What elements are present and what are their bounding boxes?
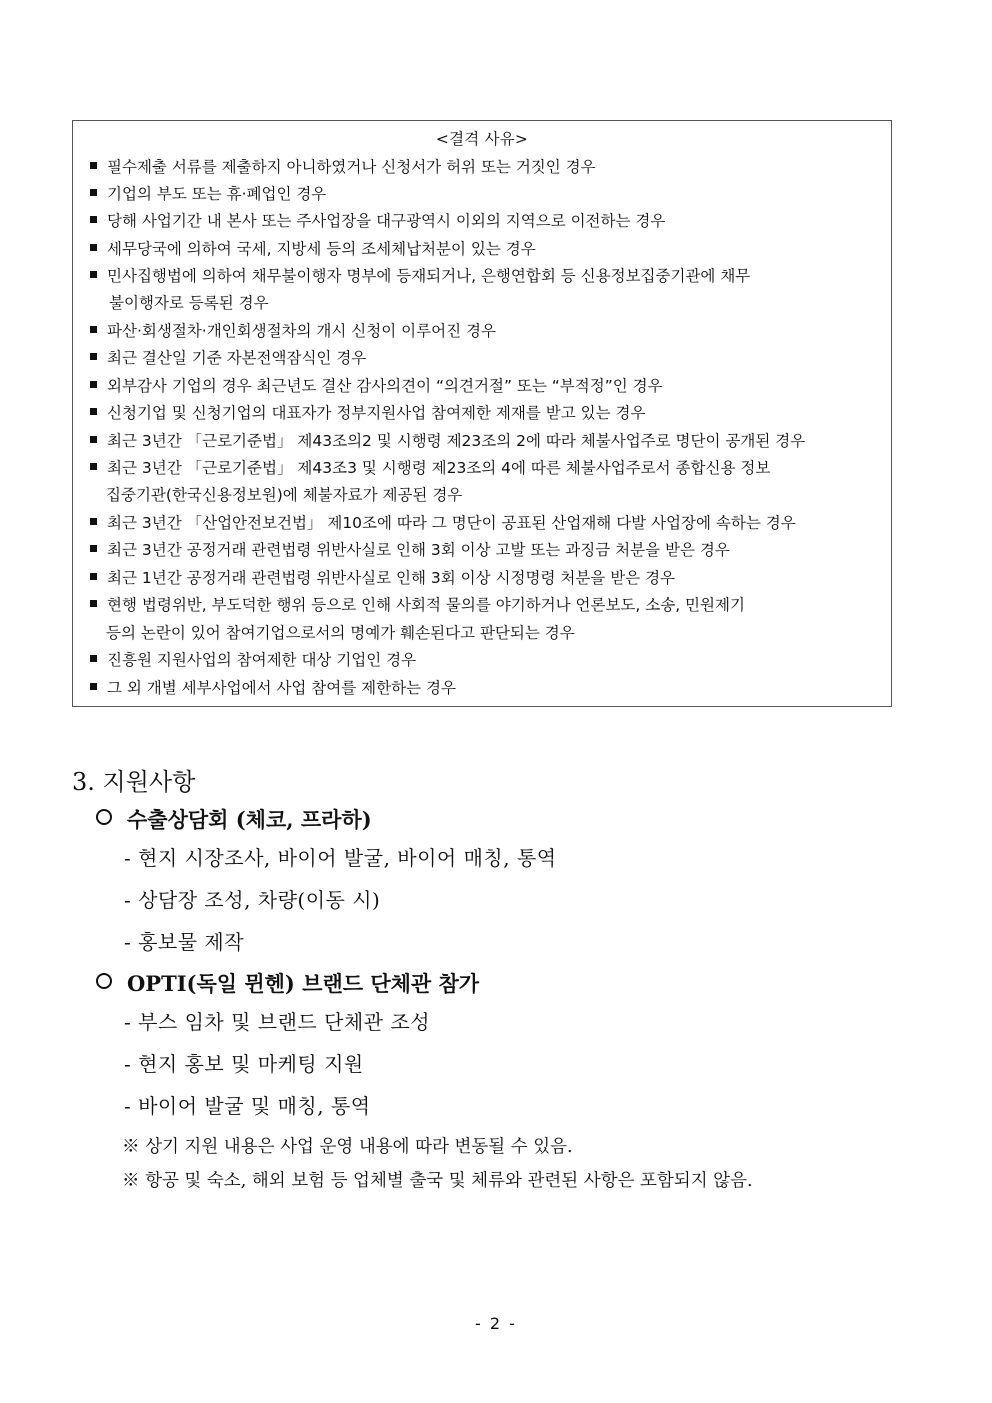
list-item: 필수제출 서류를 제출하지 아니하였거나 신청서가 허위 또는 거짓인 경우 bbox=[90, 154, 877, 180]
bullet-square-icon bbox=[90, 436, 97, 443]
support-item: - 홍보물 제작 bbox=[124, 930, 245, 954]
support-heading-export-consultation: 수출상담회 (체코, 프라하) bbox=[96, 804, 372, 836]
bullet-square-icon bbox=[90, 600, 97, 607]
circle-bullet-icon bbox=[96, 973, 112, 989]
section-title: 3. 지원사항 bbox=[72, 768, 196, 796]
bullet-square-icon bbox=[90, 216, 97, 223]
list-item: 그 외 개별 세부사업에서 사업 참여를 제한하는 경우 bbox=[90, 675, 877, 701]
bullet-square-icon bbox=[90, 271, 97, 278]
support-item: - 바이어 발굴 및 매칭, 통역 bbox=[124, 1094, 371, 1118]
support-item: - 상담장 조성, 차량(이동 시) bbox=[124, 888, 381, 912]
bullet-square-icon bbox=[90, 683, 97, 690]
bullet-square-icon bbox=[90, 545, 97, 552]
note: ※ 항공 및 숙소, 해외 보험 등 업체별 출국 및 체류와 관련된 사항은 포함되지 않음. bbox=[122, 1171, 753, 1191]
page-number: - 2 - bbox=[475, 1314, 517, 1333]
disqualification-box bbox=[72, 120, 892, 707]
bullet-square-icon bbox=[90, 573, 97, 580]
disqualification-title: <결격 사유> bbox=[435, 130, 529, 148]
note: ※ 상기 지원 내용은 사업 운영 내용에 따라 변동될 수 있음. bbox=[122, 1137, 573, 1157]
list-item-continuation: 집중기관(한국신용정보원)에 체불자료가 제공된 경우 bbox=[106, 486, 463, 504]
support-item: - 부스 임차 및 브랜드 단체관 조성 bbox=[124, 1010, 431, 1034]
circle-bullet-icon bbox=[96, 809, 112, 825]
bullet-square-icon bbox=[90, 655, 97, 662]
bullet-square-icon bbox=[90, 353, 97, 360]
support-item: - 현지 시장조사, 바이어 발굴, 바이어 매칭, 통역 bbox=[124, 846, 557, 870]
list-item: 진흥원 지원사업의 참여제한 대상 기업인 경우 bbox=[90, 647, 877, 673]
list-item: 최근 1년간 공정거래 관련법령 위반사실로 인해 3회 이상 시정명령 처분을 받은 경우 bbox=[90, 565, 877, 591]
bullet-square-icon bbox=[90, 408, 97, 415]
list-item: 최근 3년간 「근로기준법」 제43조의2 및 시행령 제23조의 2에 따라 체불사업주로 명단이 공개된 경우 bbox=[90, 428, 877, 454]
support-heading-opti-pavilion: OPTI(독일 뮌헨) 브랜드 단체관 참가 bbox=[96, 968, 479, 1000]
list-item: 최근 3년간 「산업안전보건법」 제10조에 따라 그 명단이 공표된 산업재해 다발 사업장에 속하는 경우 bbox=[90, 510, 877, 536]
list-item: 파산·회생절차·개인회생절차의 개시 신청이 이루어진 경우 bbox=[90, 318, 877, 344]
list-item: 최근 결산일 기준 자본전액잠식인 경우 bbox=[90, 345, 877, 371]
bullet-square-icon bbox=[90, 518, 97, 525]
support-item: - 현지 홍보 및 마케팅 지원 bbox=[124, 1052, 364, 1076]
list-item: 현행 법령위반, 부도덕한 행위 등으로 인해 사회적 물의를 야기하거나 언론보도, 소송, 민원제기 bbox=[90, 592, 877, 618]
bullet-square-icon bbox=[90, 162, 97, 169]
list-item-continuation: 불이행자로 등록된 경우 bbox=[109, 294, 269, 312]
bullet-square-icon bbox=[90, 244, 97, 251]
bullet-square-icon bbox=[90, 381, 97, 388]
bullet-square-icon bbox=[90, 189, 97, 196]
list-item: 세무당국에 의하여 국세, 지방세 등의 조세체납처분이 있는 경우 bbox=[90, 236, 877, 262]
list-item: 당해 사업기간 내 본사 또는 주사업장을 대구광역시 이외의 지역으로 이전하는 경우 bbox=[90, 208, 877, 234]
list-item: 신청기업 및 신청기업의 대표자가 정부지원사업 참여제한 제재를 받고 있는 경우 bbox=[90, 400, 877, 426]
list-item: 외부감사 기업의 경우 최근년도 결산 감사의견이 “의견거절” 또는 “부적정”인 경우 bbox=[90, 373, 877, 399]
list-item: 민사집행법에 의하여 채무불이행자 명부에 등재되거나, 은행연합회 등 신용정보집중기관에 채무 bbox=[90, 263, 877, 289]
bullet-square-icon bbox=[90, 326, 97, 333]
list-item-continuation: 등의 논란이 있어 참여기업으로서의 명예가 훼손된다고 판단되는 경우 bbox=[106, 624, 575, 642]
bullet-square-icon bbox=[90, 463, 97, 470]
list-item: 최근 3년간 공정거래 관련법령 위반사실로 인해 3회 이상 고발 또는 과징금 처분을 받은 경우 bbox=[90, 537, 877, 563]
list-item: 기업의 부도 또는 휴·폐업인 경우 bbox=[90, 181, 877, 207]
list-item: 최근 3년간 「근로기준법」 제43조3 및 시행령 제23조의 4에 따른 체불사업주로서 종합신용 정보 bbox=[90, 455, 877, 481]
